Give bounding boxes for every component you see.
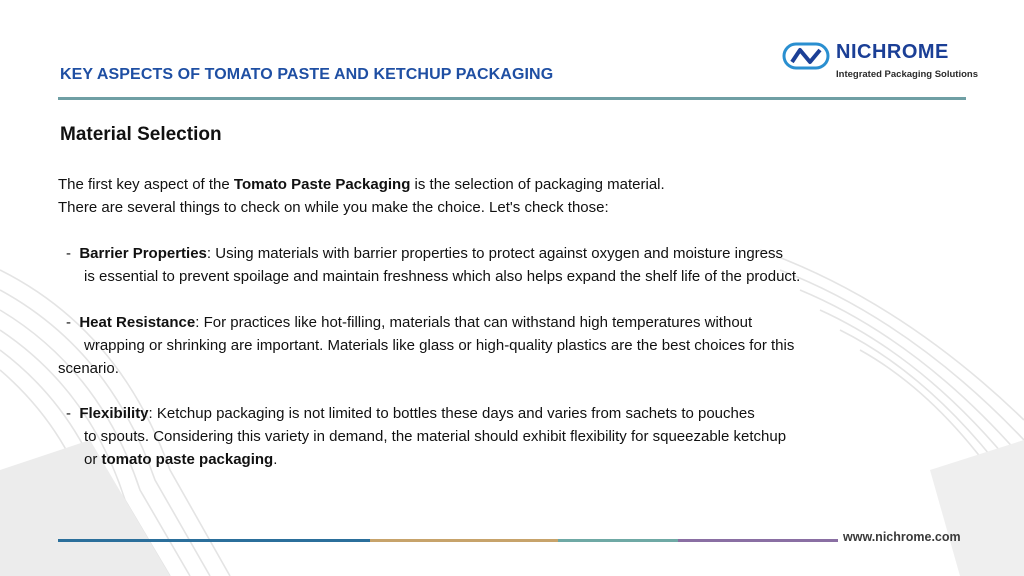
section-heading: Material Selection bbox=[60, 124, 222, 145]
footer-bar-gold bbox=[370, 539, 558, 542]
bullet-heat-resistance: - Heat Resistance: For practices like hot-filling, materials that can withstand high temperatures without wrapping or shrinking are important. Materials like glass or high-quality plastics are the best choices for this scenario. bbox=[58, 314, 795, 377]
bullet-marker: - bbox=[66, 314, 71, 331]
nichrome-logo-icon bbox=[782, 41, 830, 71]
nichrome-logo bbox=[782, 38, 978, 84]
bullet-marker: - bbox=[66, 405, 71, 422]
bullet-marker: - bbox=[66, 245, 71, 262]
footer-bar-blue bbox=[58, 539, 370, 542]
bullet-emphasis: tomato paste packaging bbox=[101, 451, 274, 468]
bullet-barrier-properties: - Barrier Properties: Using materials with barrier properties to protect against oxygen and moisture ingress is essential to prevent spoilage and maintain freshness which also helps expand the shelf life of the product. bbox=[66, 245, 801, 285]
bullet-term: Heat Resistance bbox=[79, 314, 196, 331]
intro-paragraph bbox=[58, 173, 665, 219]
logo-wordmark: NICHROME bbox=[836, 41, 949, 63]
header-divider bbox=[58, 97, 966, 100]
footer-bar-purple bbox=[678, 539, 838, 542]
bullet-term: Flexibility bbox=[79, 405, 149, 422]
intro-line-1: The first key aspect of the Tomato Paste Packaging is the selection of packaging material. bbox=[58, 176, 665, 193]
bullet-term: Barrier Properties bbox=[79, 245, 207, 262]
footer-bar-teal bbox=[558, 539, 678, 542]
footer-website-link[interactable]: www.nichrome.com bbox=[843, 530, 961, 544]
bullet-flexibility: - Flexibility: Ketchup packaging is not limited to bottles these days and varies from sachets to pouches to spouts. Considering this variety in demand, the material should exhibit flexibility for squeezable ketchup or tomato paste packaging. bbox=[66, 405, 787, 468]
page-title: KEY ASPECTS OF TOMATO PASTE AND KETCHUP PACKAGING bbox=[60, 66, 554, 83]
logo-tagline: Integrated Packaging Solutions bbox=[836, 69, 978, 80]
intro-line-2: There are several things to check on while you make the choice. Let's check those: bbox=[58, 199, 609, 216]
intro-emphasis: Tomato Paste Packaging bbox=[233, 176, 411, 193]
